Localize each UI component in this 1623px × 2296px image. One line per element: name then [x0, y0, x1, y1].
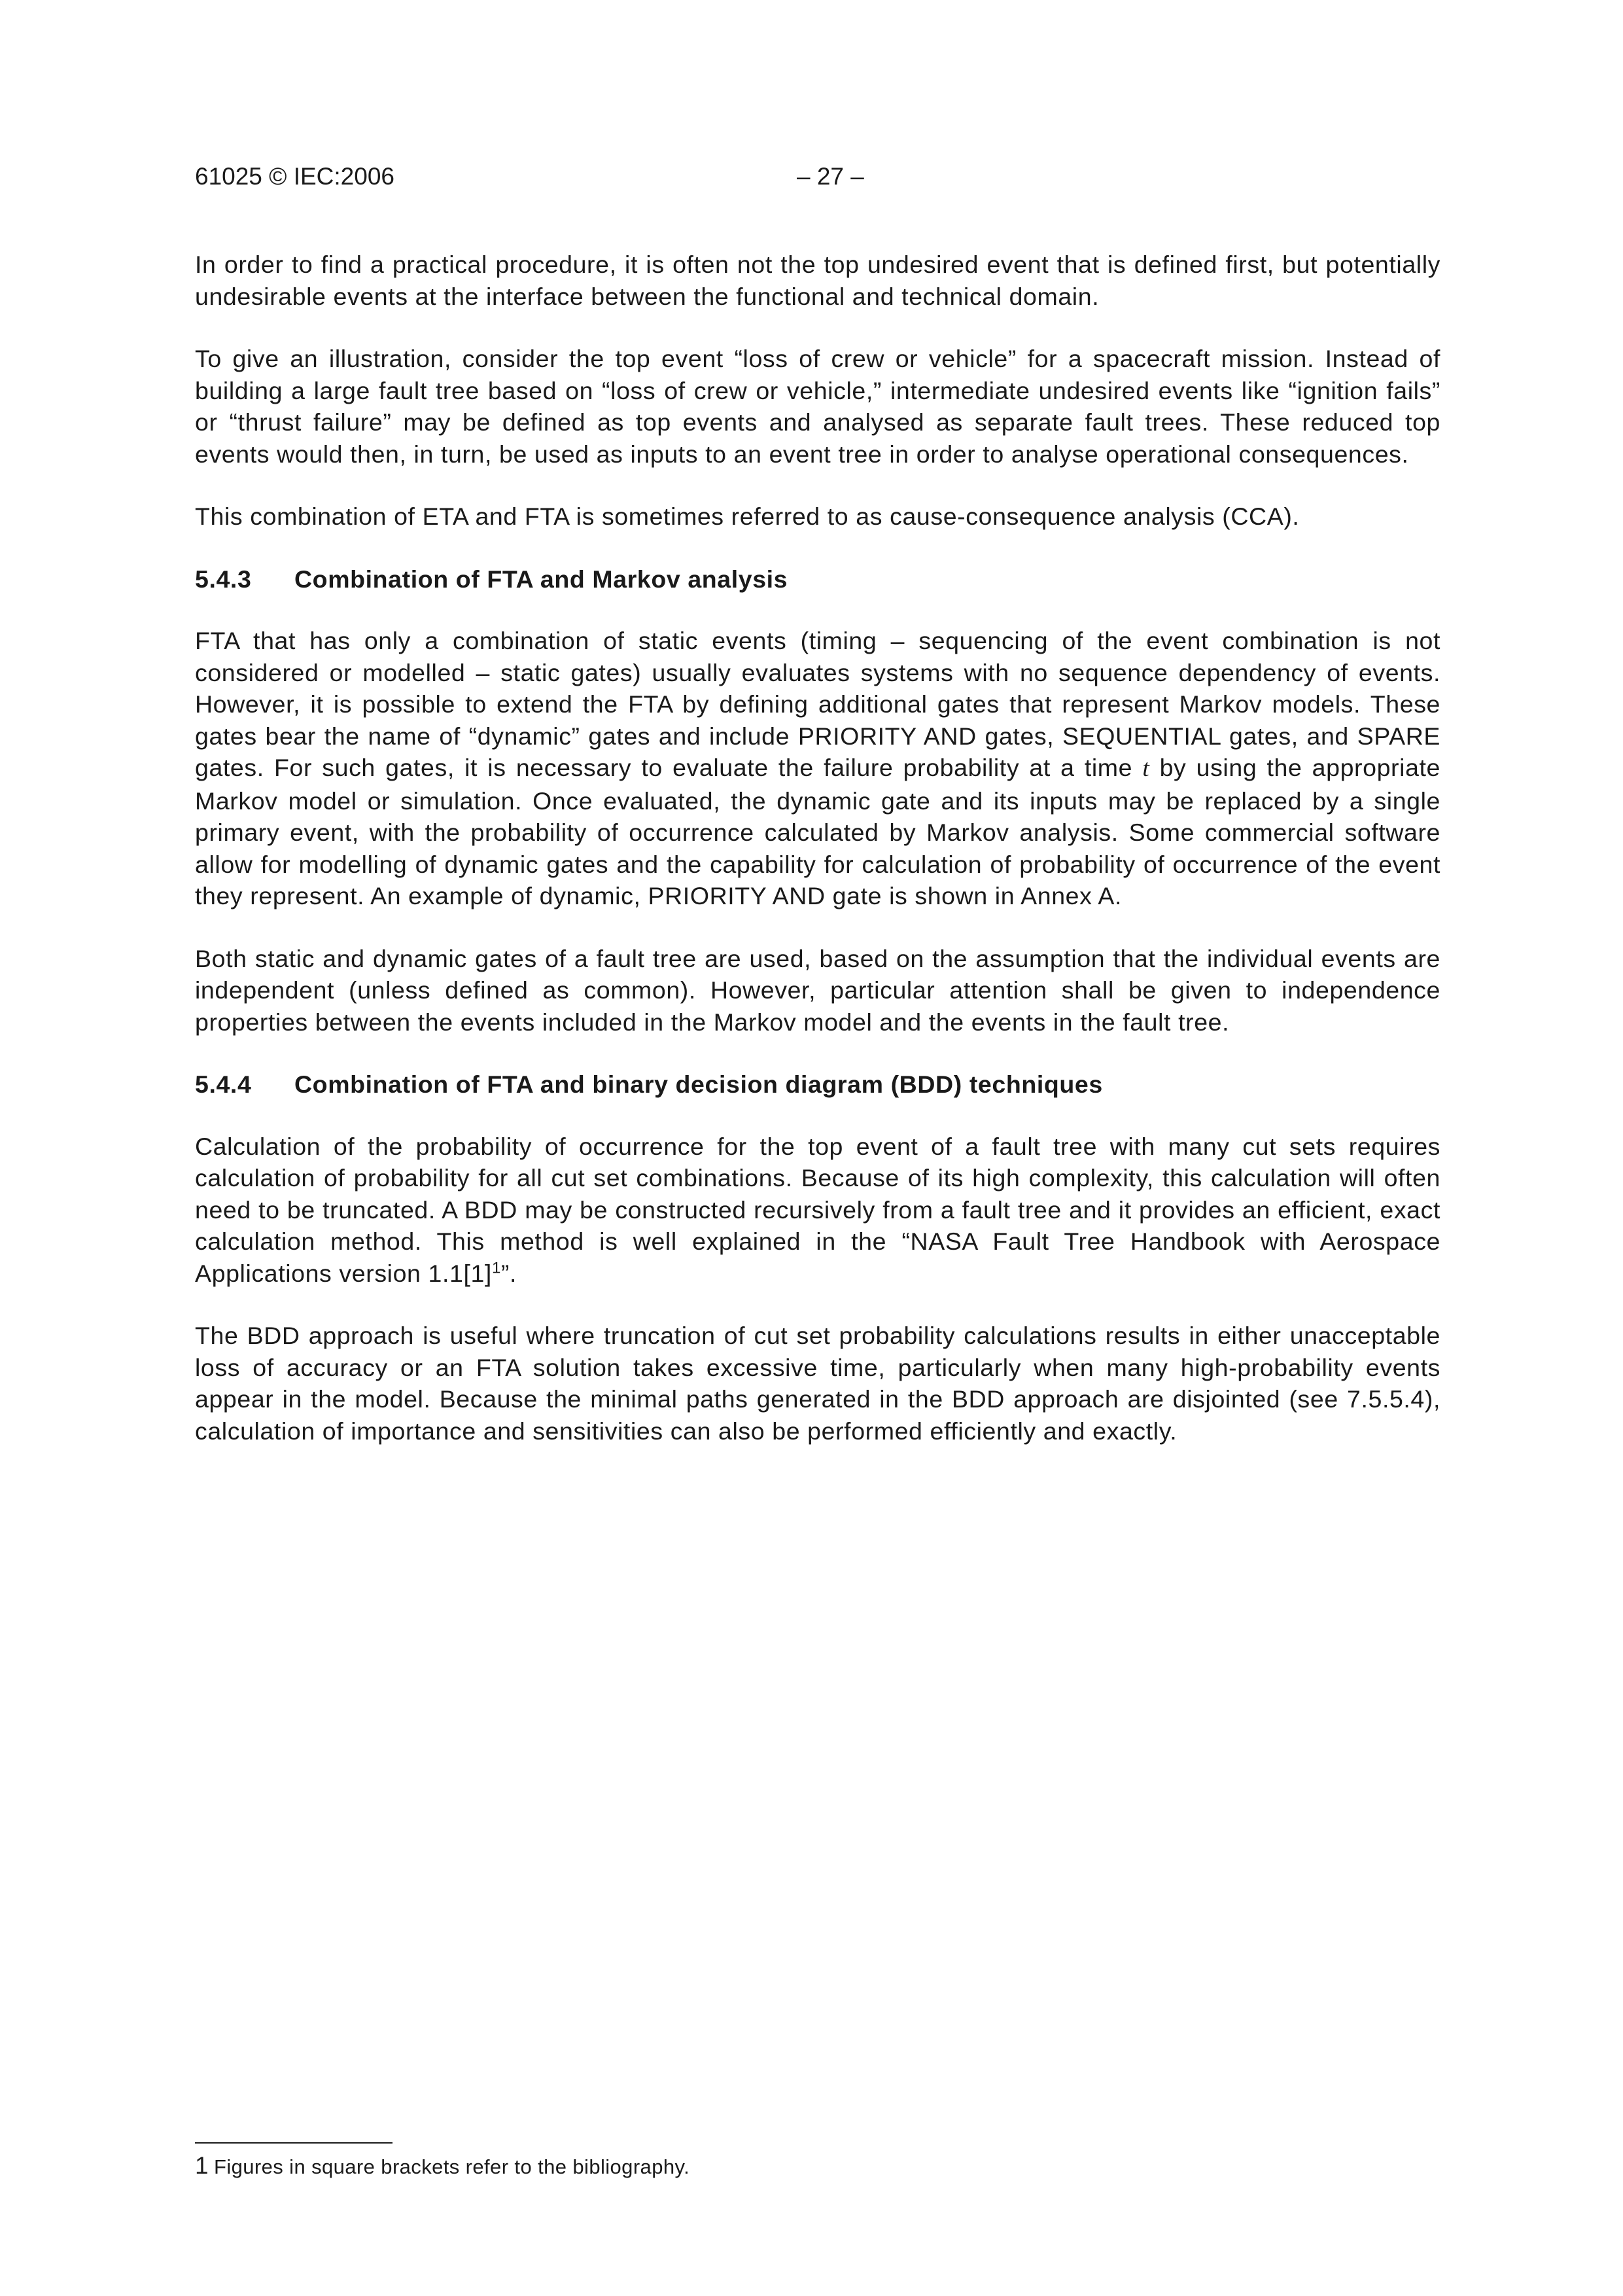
- paragraph-4: [195, 625, 1440, 912]
- section-heading-5-4-4: [195, 1069, 1440, 1101]
- paragraph-7: The BDD approach is useful where truncation of cut set probability calculations results in either unacceptable loss of accuracy or an FTA solution takes excessive time, particularly when many high-probability events appear in the model. Because the minimal paths generated in the BDD approach are disjointed (see 7.5.5.4), calculation of importance and sensitivities can also be performed efficiently and exactly.: [195, 1322, 1440, 1445]
- footnote: [195, 2153, 689, 2180]
- paragraph-6-text-b: ”.: [500, 1259, 517, 1287]
- paragraph-2: To give an illustration, consider the top event “loss of crew or vehicle” for a spacecraft mission. Instead of building a large fault tree based on “loss of crew or vehicle,” intermediate undesired events like “ignition fails” or “thrust failure” may be defined as top events and analysed as separate fault trees. These reduced top events would then, in turn, be used as inputs to an event tree in order to analyse operational consequences.: [195, 345, 1440, 468]
- paragraph-4-text-b: by using the appropriate Markov model or simulation. Once evaluated, the dynamic gate and its inputs may be replaced by a single primary event, with the probability of occurrence calculated by Markov analysis. Some commercial software allow for modelling of dynamic gates and the capability for calculation of probability of occurrence of the event they represent. An example of dynamic, PRIORITY AND gate is shown in Annex A.: [195, 754, 1440, 910]
- page-number: – 27 –: [797, 163, 864, 190]
- paragraph-6-text-a: Calculation of the probability of occurrence for the top event of a fault tree with many cut sets requires calculation of probability for all cut set combinations. Because of its high complexity, this calculation will often need to be truncated. A BDD may be constructed recursively from a fault tree and it provides an efficient, exact calculation method. This method is well explained in the “NASA Fault Tree Handbook with Aerospace Applications version 1.1[1]: [195, 1132, 1440, 1287]
- paragraph-1: In order to find a practical procedure, it is often not the top undesired event that is defined first, but potentially undesirable events at the interface between the functional and technical domain.: [195, 251, 1440, 310]
- time-variable: t: [1142, 755, 1150, 782]
- section-number: 5.4.3: [195, 565, 252, 593]
- paragraph-4-text-a: FTA that has only a combination of static events (timing – sequencing of the event combination is not considered or modelled – static gates) usually evaluates systems with no sequence dependency of events. However, it is possible to extend the FTA by defining additional gates that represent Markov models. These gates bear the name of “dynamic” gates and include PRIORITY AND gates, SEQUENTIAL gates, and SPARE gates. For such gates, it is necessary to evaluate the failure probability at a time: [195, 627, 1440, 781]
- paragraph-5: Both static and dynamic gates of a fault tree are used, based on the assumption that the individual events are independent (unless defined as common). However, particular attention shall be given to independence properties between the events included in the Markov model and the events in the fault tree.: [195, 944, 1440, 1036]
- section-heading-5-4-3: [195, 563, 1440, 595]
- footnote-reference[interactable]: 1: [491, 1259, 501, 1277]
- page-header: [195, 158, 1438, 195]
- page-body: [195, 249, 1440, 1447]
- paragraph-6: [195, 1131, 1440, 1290]
- section-number: 5.4.4: [195, 1070, 252, 1098]
- footnote-mark: 1: [195, 2152, 209, 2179]
- paragraph-3: This combination of ETA and FTA is sometimes referred to as cause-consequence analysis (CCA).: [195, 503, 1300, 530]
- section-title: Combination of FTA and binary decision diagram (BDD) techniques: [294, 1070, 1103, 1098]
- footnote-separator: [195, 2142, 393, 2144]
- section-title: Combination of FTA and Markov analysis: [294, 565, 788, 593]
- footnote-text: Figures in square brackets refer to the bibliography.: [213, 2155, 690, 2178]
- document-reference: 61025 © IEC:2006: [195, 163, 394, 190]
